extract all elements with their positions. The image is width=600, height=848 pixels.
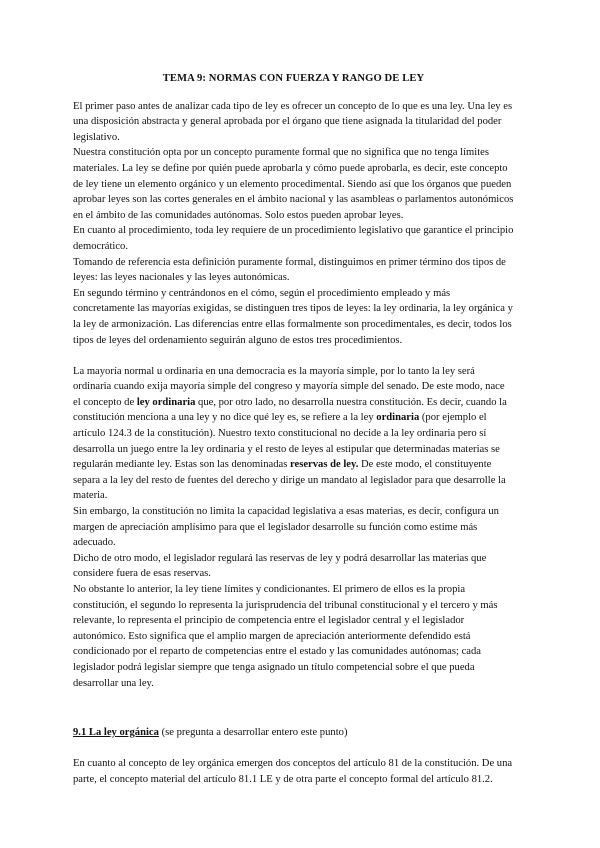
bold-term-ordinaria: ordinaria [376, 412, 420, 424]
paragraph: Nuestra constitución opta por un concepto puramente formal que no significa que no tenga límites materiales. La ley se define por quién puede aprobarla y cómo puede aprobarla, es decir, este concepto de ley tiene un elemento orgánico y un elemento procedimental. Siendo así que los órganos que pueden aprobar leyes son las cortes generales en el ámbito nacional y las asambleas o parlamentos autonómicos en el ámbito de las comunidades autónomas. Solo estos pueden aprobar leyes. [73, 147, 514, 221]
paragraph: Dicho de otro modo, el legislador regulará las reservas de ley y podrá desarrollar las materias que considere fuera de esas reservas. [73, 552, 487, 580]
section-heading [73, 725, 514, 741]
paragraph: Sin embargo, la constitución no limita la capacidad legislativa a esas materias, es decir, configura un margen de apreciación amplísimo para que el legislador desarrolle su función como estime más adecuado. [73, 506, 499, 549]
paragraph: En cuanto al concepto de ley orgánica emergen dos conceptos del artículo 81 de la constitución. De una parte, el concepto material del artículo 81.1 LE y de otra parte el concepto formal del artículo 81.2. [73, 757, 513, 785]
text-run: (por ejemplo el artículo 124.3 de la constitución). Nuestro texto constitucional no decide a la ley ordinaria pero sí desarrolla un juego entre la ley ordinaria y el resto de leyes al estipular que determinadas materias se regularán mediante ley. Estas son las denominadas [73, 412, 500, 471]
section-heading-note: (se pregunta a desarrollar entero este punto) [158, 726, 348, 738]
paragraph: El primer paso antes de analizar cada tipo de ley es ofrecer un concepto de lo que es una ley. Una ley es una disposición abstracta y general aprobada por el órgano que tiene asignada la titularidad del poder legislativo. [73, 100, 513, 143]
paragraph-spacer [73, 709, 514, 725]
text-run: La mayoría normal u ordinaria en una democracia es la mayoría simple, por lo tanto la ley será ordinaria cuando exija mayoría simple del congreso y mayoría simple del senado. De este modo, nace el concepto de [73, 365, 505, 408]
paragraph: En segundo término y centrándonos en el cómo, según el procedimiento empleado y más concretamente las mayorías exigidas, se distinguen tres tipos de leyes: la ley ordinaria, la ley orgánica y la ley de armonización. Las diferencias entre ellas formalmente son procedimentales, es decir, todos los tipos de leyes del ordenamiento seguirán alguno de estos tres procedimientos. [73, 287, 513, 346]
document-title: TEMA 9: NORMAS CON FUERZA Y RANGO DE LEY [162, 73, 425, 84]
paragraph: No obstante lo anterior, la ley tiene límites y condicionantes. El primero de ellos es la propia constitución, el segundo lo representa la jurisprudencia del tribunal constitucional y el tercero y más relevante, lo representa el principio de competencia entre el legislador central y el legislador autonómico. Esto significa que el amplio margen de apreciación anteriormente defendido está condicionado por el reparto de competencias entre el estado y las comunidades autónomas; cada legislador podrá legislar siempre que tenga asignado un título competencial sobre el que pueda desarrollar una ley. [73, 584, 498, 689]
bold-term-reservas-de-ley: reservas de ley. [290, 459, 359, 471]
paragraph-ley-ordinaria [73, 364, 514, 504]
text-run: De este modo, el constituyente separa a la ley del resto de fuentes del derecho y dirige un mandato al legislador para que desarrolle la materia. [73, 459, 506, 502]
section-heading-title: 9.1 La ley orgánica [73, 726, 159, 738]
paragraph-spacer [73, 348, 514, 364]
bold-term-ley-ordinaria: ley ordinaria [136, 396, 196, 408]
text-run: que, por otro lado, no desarrolla nuestra constitución. Es decir, cuando la constitución menciona a una ley y no dice qué ley es, se refiere a la ley [73, 396, 507, 424]
paragraph-spacer [73, 691, 514, 709]
paragraph: En cuanto al procedimiento, toda ley requiere de un procedimiento legislativo que garantice el principio democrático. [73, 225, 514, 252]
paragraph-spacer [73, 740, 514, 756]
paragraph: Tomando de referencia esta definición puramente formal, distinguimos en primer término dos tipos de leyes: las leyes nacionales y las leyes autonómicas. [73, 256, 506, 284]
